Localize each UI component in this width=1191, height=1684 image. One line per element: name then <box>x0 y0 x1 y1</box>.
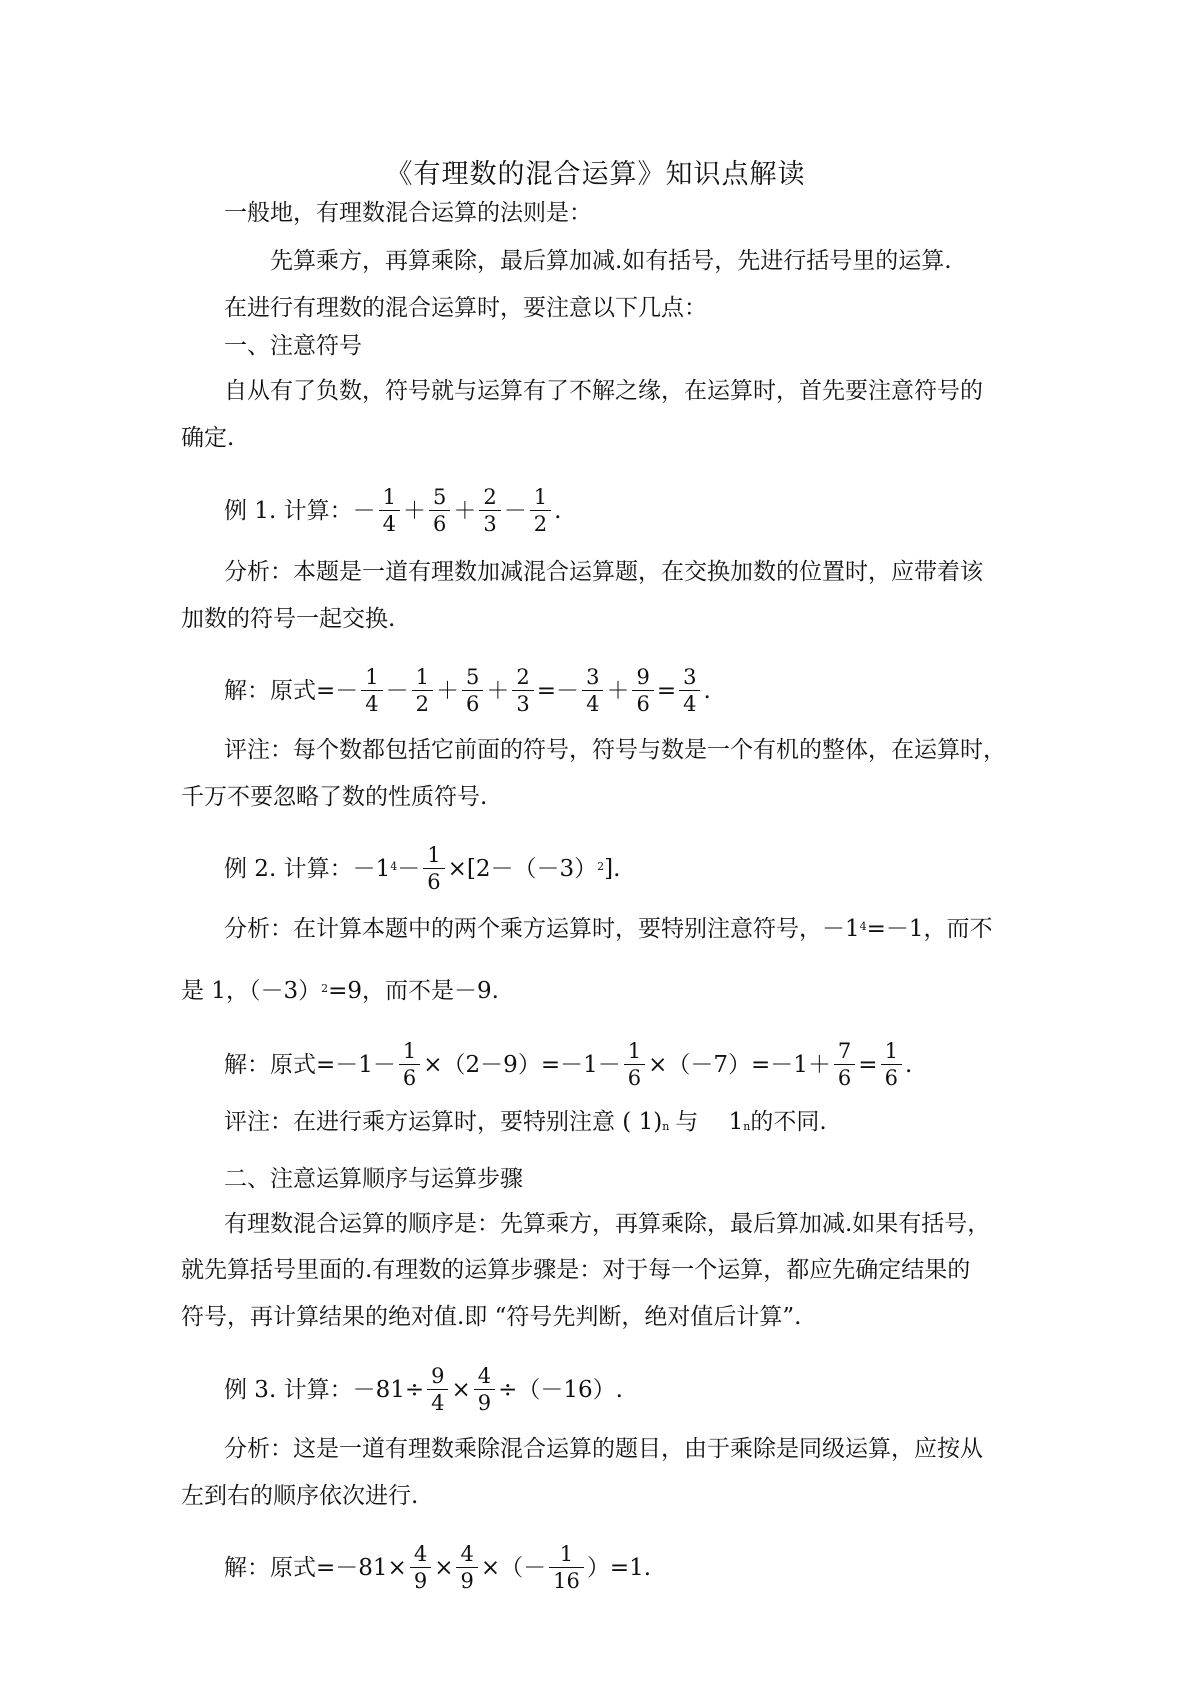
example-2-label: 例 2. 计算：－1 <box>224 855 391 882</box>
fraction <box>679 664 700 717</box>
denominator: 3 <box>479 510 500 537</box>
numerator: 5 <box>466 665 480 689</box>
solution-2-label: 解：原式=－1－ <box>224 1051 396 1078</box>
rule-statement: 先算乘方，再算乘除，最后算加减.如有括号，先进行括号里的运算. <box>270 248 952 274</box>
section-2-paragraph-line-2: 就先算括号里面的.有理数的运算步骤是：对于每一个运算，都应先确定结果的 <box>181 1257 971 1283</box>
denominator: 3 <box>512 690 533 717</box>
exponent: 2 <box>321 982 329 995</box>
numerator: 7 <box>837 1039 852 1063</box>
numerator: 3 <box>683 665 697 689</box>
expression-part: ×（－ <box>480 1554 547 1581</box>
fraction <box>410 1541 431 1594</box>
note-1-line-2: 千万不要忽略了数的性质符号. <box>181 784 488 810</box>
numerator: 1 <box>415 665 430 689</box>
numerator: 1 <box>402 1039 417 1063</box>
numerator: 4 <box>477 1364 492 1388</box>
fraction <box>361 664 382 717</box>
period: . <box>904 1051 913 1078</box>
fraction <box>474 1363 495 1416</box>
section-2-paragraph-line-3: 符号，再计算结果的绝对值.即 “符号先判断，绝对值后计算”. <box>181 1304 802 1330</box>
operator: － <box>503 497 527 524</box>
fraction <box>412 664 433 717</box>
denominator: 6 <box>423 868 444 895</box>
example-1 <box>224 484 561 537</box>
numerator: 1 <box>365 665 379 689</box>
denominator: 9 <box>456 1567 477 1594</box>
operator: ＋ <box>606 677 630 704</box>
operator: ＋ <box>453 497 477 524</box>
numerator: 4 <box>460 1542 474 1566</box>
denominator: 6 <box>462 690 483 717</box>
analysis-2-text: 是 1，（－3） <box>181 978 322 1004</box>
expression-part: ×[2－（－3） <box>447 855 598 882</box>
denominator: 4 <box>679 690 700 717</box>
denominator: 4 <box>582 690 603 717</box>
exponent: 2 <box>597 859 605 873</box>
denominator: 9 <box>474 1389 495 1416</box>
exponent: 4 <box>859 920 867 933</box>
note-2-text: 与 1 <box>675 1109 744 1135</box>
numerator: 1 <box>427 843 441 867</box>
denominator: 2 <box>412 690 433 717</box>
subscript: n <box>743 1120 751 1133</box>
operator: = <box>656 677 677 704</box>
solution-1 <box>224 664 711 717</box>
analysis-1-line-1: 分析：本题是一道有理数加减混合运算题，在交换加数的位置时，应带着该 <box>224 559 983 585</box>
analysis-2-line-2 <box>181 975 499 1007</box>
operator: － <box>385 677 409 704</box>
section-2-heading: 二、注意运算顺序与运算步骤 <box>224 1166 523 1192</box>
numerator: 2 <box>516 665 530 689</box>
solution-3 <box>224 1541 651 1594</box>
fraction <box>456 1541 477 1594</box>
operator: － <box>397 855 421 882</box>
denominator: 6 <box>881 1064 902 1091</box>
denominator: 6 <box>429 510 450 537</box>
document-title: 《有理数的混合运算》知识点解读 <box>385 159 806 190</box>
fraction <box>379 484 400 537</box>
fraction <box>429 484 450 537</box>
numerator: 9 <box>431 1364 445 1388</box>
solution-1-label: 解：原式=－ <box>224 677 359 704</box>
expression-part: ×（－7）=－1＋ <box>648 1051 831 1078</box>
operator: × <box>451 1376 471 1403</box>
numerator: 1 <box>382 485 396 509</box>
analysis-3-line-2: 左到右的顺序依次进行. <box>181 1483 419 1509</box>
section-2-paragraph-line-1: 有理数混合运算的顺序是：先算乘方，再算乘除，最后算加减.如果有括号， <box>224 1211 991 1237</box>
analysis-3-line-1: 分析：这是一道有理数乘除混合运算的题目，由于乘除是同级运算，应按从 <box>224 1436 983 1462</box>
solution-3-label: 解：原式=－81× <box>224 1554 407 1581</box>
numerator: 1 <box>559 1542 574 1566</box>
note-1-line-1: 评注：每个数都包括它前面的符号，符号与数是一个有机的整体，在运算时， <box>224 737 1006 763</box>
numerator: 1 <box>533 485 548 509</box>
section-1-paragraph-line-2: 确定. <box>181 425 235 451</box>
denominator: 4 <box>361 690 382 717</box>
operator: =－ <box>536 677 580 704</box>
note-2 <box>224 1106 827 1138</box>
exponent: 4 <box>390 859 398 873</box>
numerator: 4 <box>413 1542 428 1566</box>
expression-end: ÷（－16）. <box>498 1376 623 1403</box>
operator: ＋ <box>486 677 510 704</box>
analysis-2-text: 分析：在计算本题中的两个乘方运算时，要特别注意符号，－1 <box>224 916 860 942</box>
fraction <box>530 484 551 537</box>
fraction <box>427 1363 448 1416</box>
fraction <box>462 664 483 717</box>
denominator: 4 <box>379 510 400 537</box>
fraction <box>479 484 500 537</box>
denominator: 9 <box>410 1567 431 1594</box>
subscript: n <box>662 1120 670 1133</box>
analysis-2-line-1 <box>224 913 993 945</box>
period: . <box>703 677 711 704</box>
expression-end: ]. <box>604 855 621 882</box>
expression-part: ×（2－9）=－1－ <box>423 1051 621 1078</box>
fraction <box>834 1038 855 1091</box>
operator: = <box>858 1051 878 1078</box>
fraction <box>512 664 533 717</box>
example-3-label: 例 3. 计算：－81÷ <box>224 1376 425 1403</box>
fraction <box>624 1038 645 1091</box>
note-2-text: 评注：在进行乘方运算时，要特别注意 ( 1) <box>224 1109 663 1135</box>
intro-line-1: 一般地，有理数混合运算的法则是： <box>224 200 592 226</box>
denominator: 2 <box>530 510 551 537</box>
fraction <box>632 664 653 717</box>
numerator: 1 <box>627 1039 642 1063</box>
analysis-2-text: =－1，而不 <box>866 916 993 942</box>
denominator: 6 <box>624 1064 645 1091</box>
numerator: 3 <box>586 665 600 689</box>
analysis-2-text: =9，而不是－9. <box>328 978 499 1004</box>
fraction <box>399 1038 420 1091</box>
operator: × <box>434 1554 454 1581</box>
fraction <box>423 842 444 895</box>
period: . <box>554 497 562 524</box>
denominator: 6 <box>632 690 653 717</box>
operator: ＋ <box>402 497 426 524</box>
denominator: 4 <box>427 1389 448 1416</box>
example-3 <box>224 1363 623 1416</box>
solution-2 <box>224 1038 912 1091</box>
example-1-label: 例 1. 计算： <box>224 497 353 524</box>
denominator: 6 <box>834 1064 855 1091</box>
operator: ＋ <box>436 677 460 704</box>
expression-end: ）=1. <box>586 1554 652 1581</box>
denominator: 16 <box>549 1567 584 1594</box>
numerator: 9 <box>636 665 650 689</box>
fraction <box>881 1038 902 1091</box>
example-2 <box>224 842 620 895</box>
denominator: 6 <box>399 1064 420 1091</box>
section-1-paragraph-line-1: 自从有了负数，符号就与运算有了不解之缘，在运算时，首先要注意符号的 <box>224 378 983 404</box>
section-1-heading: 一、注意符号 <box>224 333 362 359</box>
analysis-1-line-2: 加数的符号一起交换. <box>181 606 396 632</box>
fraction <box>582 664 603 717</box>
numerator: 5 <box>432 485 447 509</box>
numerator: 1 <box>884 1039 898 1063</box>
note-2-text: 的不同. <box>750 1109 827 1135</box>
intro-line-3: 在进行有理数的混合运算时，要注意以下几点： <box>224 295 707 321</box>
operator: － <box>352 497 376 524</box>
numerator: 2 <box>483 485 497 509</box>
fraction <box>549 1541 584 1594</box>
